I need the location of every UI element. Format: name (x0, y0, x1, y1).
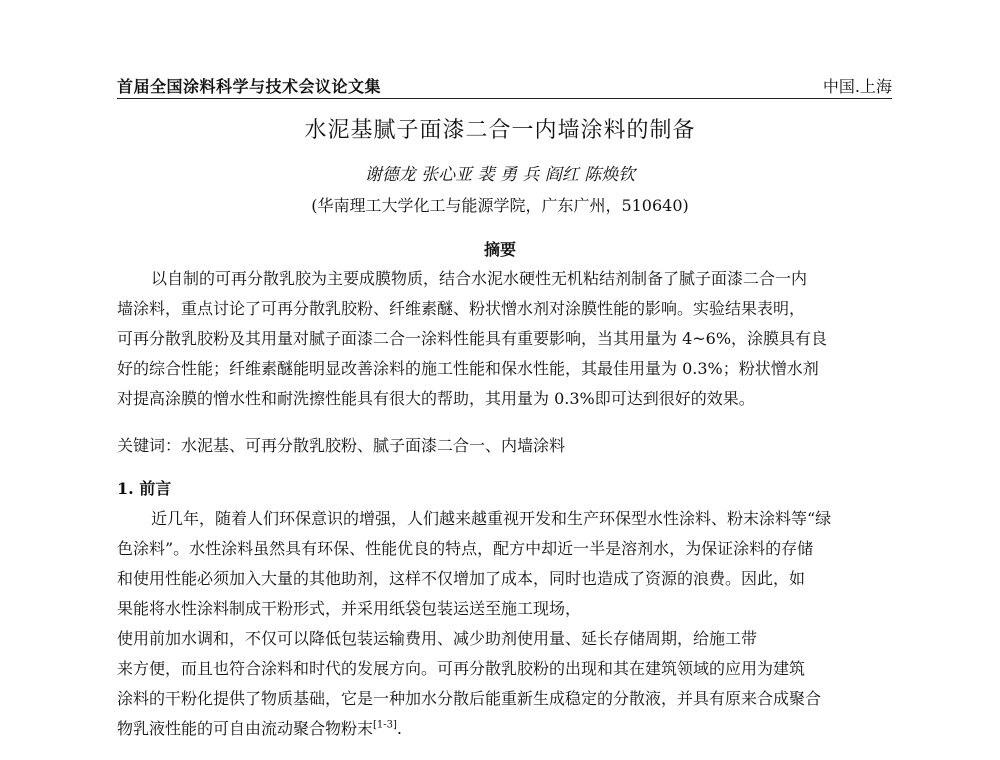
paragraph-line: 近几年，随着人们环保意识的增强，人们越来越重视开发和生产环保型水性涂料、粉末涂料等“绿 (151, 509, 832, 528)
abstract-line: 墙涂料，重点讨论了可再分散乳胶粉、纤维素醚、粉状憎水剂对涂膜性能的影响。实验结果表明， (117, 299, 806, 318)
abstract-line: 好的综合性能；纤维素醚能明显改善涂料的施工性能和保水性能，其最佳用量为 0.3%；粉状憎水剂 (117, 359, 819, 378)
citation-reference: [1-3] (373, 719, 397, 731)
paragraph-line: 使用前加水调和，不仅可以降低包装运输费用、减少助剂使用量、延长存储周期，给施工带 (117, 629, 758, 648)
paper-title: 水泥基腻子面漆二合一内墙涂料的制备 (304, 118, 696, 143)
paragraph-end: . (396, 719, 403, 738)
paragraph-line: 和使用性能必须加入大量的其他助剂，这样不仅增加了成本，同时也造成了资源的浪费。因此，如 (117, 569, 806, 588)
abstract-heading: 摘要 (483, 240, 516, 259)
running-header (117, 64, 892, 99)
abstract-line: 对提高涂膜的憎水性和耐洗擦性能具有很大的帮助，其用量为 0.3%即可达到很好的效果。 (117, 389, 755, 408)
paragraph-line: 果能将水性涂料制成干粉形式，并采用纸袋包装运送至施工现场， (117, 599, 582, 618)
paragraph-text: 物乳液性能的可自由流动聚合物粉末 (117, 719, 374, 738)
keywords-line: 关键词：水泥基、可再分散乳胶粉、腻子面漆二合一、内墙涂料 (117, 436, 566, 455)
paragraph-line: 来方便，而且也符合涂料和时代的发展方向。可再分散乳胶粉的出现和其在建筑领域的应用为建筑 (117, 659, 806, 678)
abstract-line: 以自制的可再分散乳胶为主要成膜物质，结合水泥水硬性无机粘结剂制备了腻子面漆二合一内 (151, 269, 808, 288)
author-affiliation: (华南理工大学化工与能源学院，广东广州，510640) (311, 196, 689, 215)
paragraph-line-last (117, 714, 892, 744)
introduction-body (117, 504, 892, 744)
abstract-body (117, 264, 892, 414)
paragraph-line: 色涂料”。水性涂料虽然具有环保、性能优良的特点，配方中却近一半是溶剂水，为保证涂料的存储 (117, 539, 814, 558)
section-heading-introduction: 1. 前言 (117, 479, 172, 498)
paragraph-line: 涂料的干粉化提供了物质基础，它是一种加水分散后能重新生成稳定的分散液，并具有原来合成聚合 (117, 689, 822, 708)
author-list: 谢德龙 张心亚 裴 勇 兵 阎红 陈焕钦 (364, 165, 636, 185)
conference-location: 中国.上海 (822, 77, 892, 96)
abstract-line: 可再分散乳胶粉及其用量对腻子面漆二合一涂料性能具有重要影响，当其用量为 4~6%，涂膜具有良 (117, 329, 828, 348)
proceedings-title: 首届全国涂料科学与技术会议论文集 (117, 77, 382, 96)
